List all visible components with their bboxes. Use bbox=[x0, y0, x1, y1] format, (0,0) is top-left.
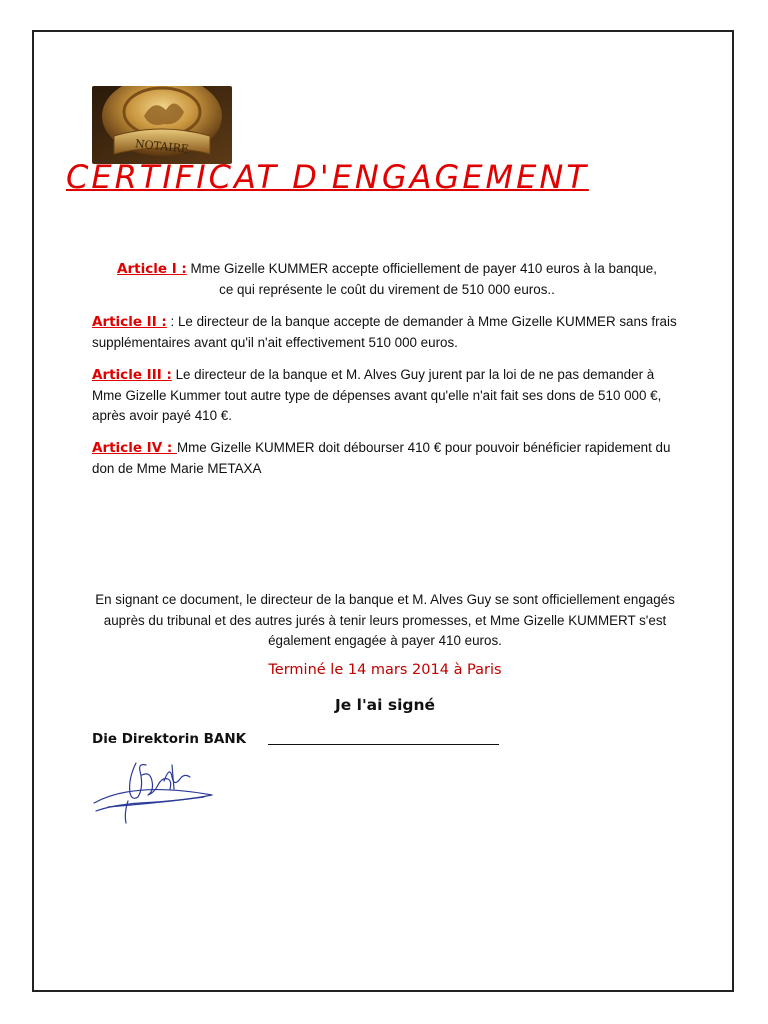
article-4-text: Mme Gizelle KUMMER doit débourser 410 € pour pouvoir bénéficier rapidement du don de Mme Marie METAXA bbox=[92, 440, 671, 476]
article-1-label: Article I : bbox=[117, 261, 187, 277]
article-3 bbox=[92, 365, 682, 427]
article-2-text: : Le directeur de la banque accepte de demander à Mme Gizelle KUMMER sans frais supplémentaires avant qu'il n'ait effectivement 510 000 euros. bbox=[92, 314, 677, 350]
article-3-label: Article III : bbox=[92, 367, 172, 383]
article-4 bbox=[92, 438, 682, 479]
closing-statement: En signant ce document, le directeur de la banque et M. Alves Guy se sont officiellement engagés auprès du tribunal et des autres jurés à tenir leurs promesses, et Mme Gizelle KUMMERT s'est également engagée à payer 410 euros. bbox=[95, 592, 675, 648]
handwritten-signature bbox=[88, 755, 218, 827]
notary-seal-image bbox=[92, 86, 232, 164]
article-3-text: Le directeur de la banque et M. Alves Guy jurent par la loi de ne pas demander à Mme Gizelle Kummer tout autre type de dépenses avant qu'elle n'ait fait ses dons de 510 000 €, après avoir payé 410 €. bbox=[92, 367, 662, 423]
article-1-text-line2: ce qui représente le coût du virement de 510 000 euros.. bbox=[219, 281, 555, 297]
document-title: CERTIFICAT D'ENGAGEMENT bbox=[66, 158, 589, 196]
article-1-text-line1: Mme Gizelle KUMMER accepte officiellement de payer 410 euros à la banque, bbox=[186, 261, 657, 276]
signed-statement: Je l'ai signé bbox=[334, 696, 436, 714]
article-1 bbox=[92, 259, 682, 300]
signatory-name: Die Direktorin BANK bbox=[92, 731, 247, 747]
article-4-label: Article IV : bbox=[92, 440, 177, 456]
article-2-label: Article II : bbox=[92, 314, 167, 330]
seal-lettering: NOTAIRE bbox=[134, 137, 190, 156]
article-2 bbox=[92, 312, 682, 353]
signature-line bbox=[268, 744, 499, 745]
completion-date: Terminé le 14 mars 2014 à Paris bbox=[268, 662, 502, 678]
